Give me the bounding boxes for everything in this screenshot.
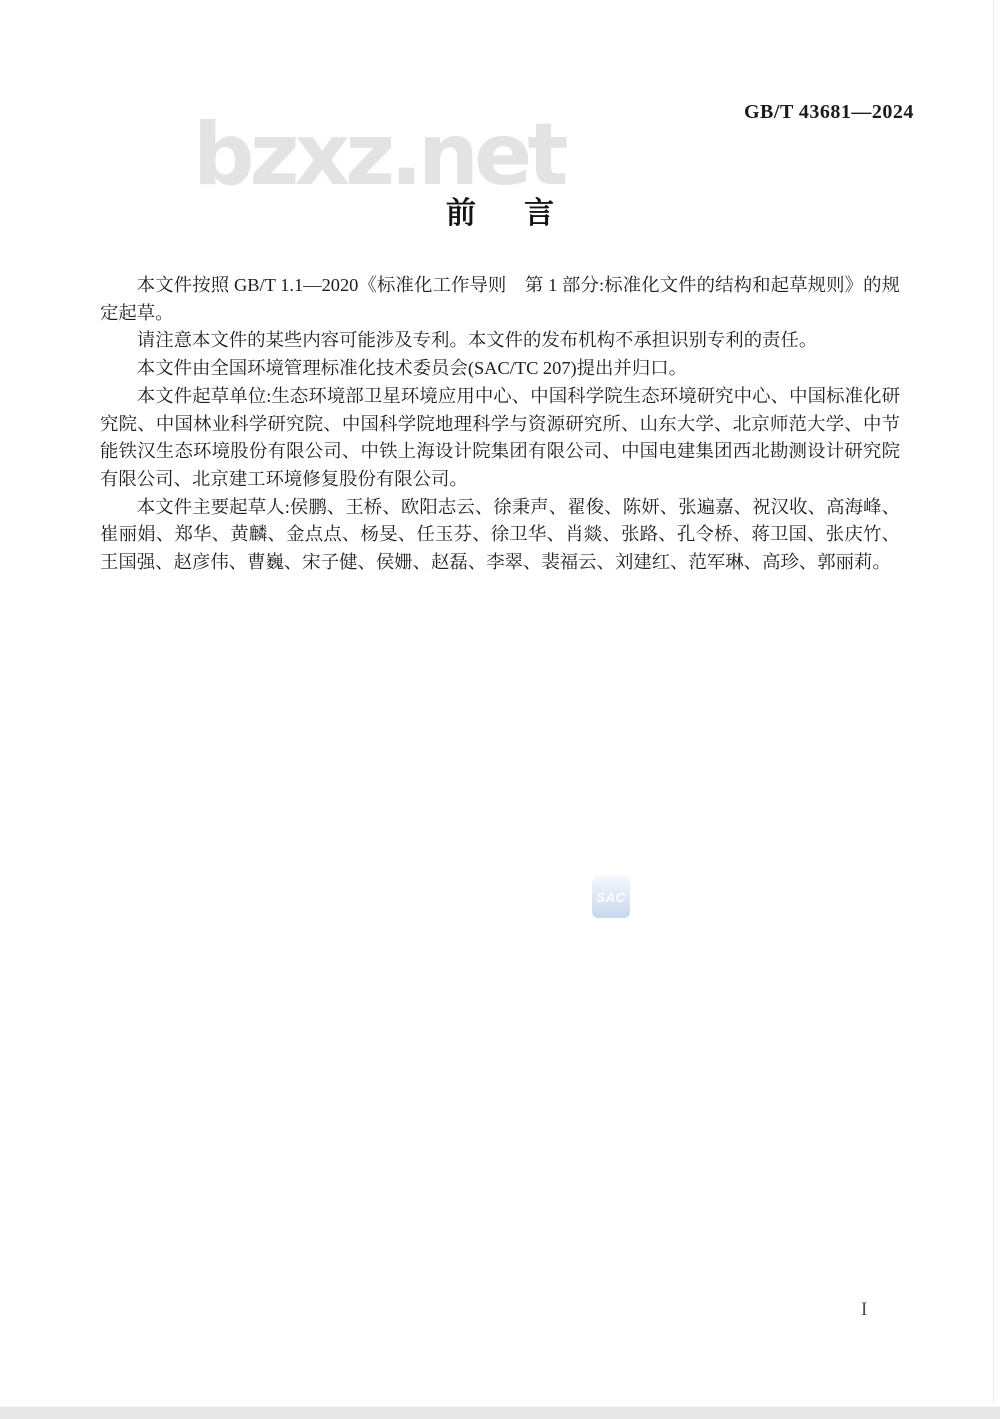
standard-number: GB/T 43681—2024 [744,101,914,123]
site-watermark: bzxz.net [193,105,564,205]
foreword-paragraph-patent: 请注意本文件的某些内容可能涉及专利。本文件的发布机构不承担识别专利的责任。 [136,330,818,351]
foreword-paragraph-drafting-units: 本文件起草单位:生态环境部卫星环境应用中心、中国科学院生态环境研究中心、中国标准化研究院、中国林业科学研究院、中国科学院地理科学与资源研究所、山东大学、北京师范大学、中节能铁汉生态环境股份有限公司、中铁上海设计院集团有限公司、中国电建集团西北勘测设计研究院有限公司、北京建工环境修复股份有限公司。 [100,385,900,489]
foreword-paragraph-committee: 本文件由全国环境管理标准化技术委员会(SAC/TC 207)提出并归口。 [136,358,687,379]
foreword-paragraph-scope: 本文件按照 GB/T 1.1—2020《标准化工作导则 第 1 部分:标准化文件的结构和起草规则》的规定起草。 [100,275,900,323]
foreword-paragraph-drafters: 本文件主要起草人:侯鹏、王桥、欧阳志云、徐秉声、翟俊、陈妍、张遍嘉、祝汉收、高海峰、崔丽娟、郑华、黄麟、金点点、杨旻、任玉芬、徐卫华、肖燚、张路、孔令桥、蒋卫国、张庆竹、王国强、赵彦伟、曹巍、宋子健、侯姗、赵磊、李翠、裴福云、刘建红、范军琳、高珍、郭丽莉。 [100,496,900,573]
scan-bottom-edge [0,1406,1000,1419]
sac-logo-watermark [592,876,630,918]
page-title: 前 言 [445,197,555,230]
page-number: I [861,1299,868,1320]
sac-logo-label: SAC [596,889,626,905]
foreword-body [100,272,900,577]
